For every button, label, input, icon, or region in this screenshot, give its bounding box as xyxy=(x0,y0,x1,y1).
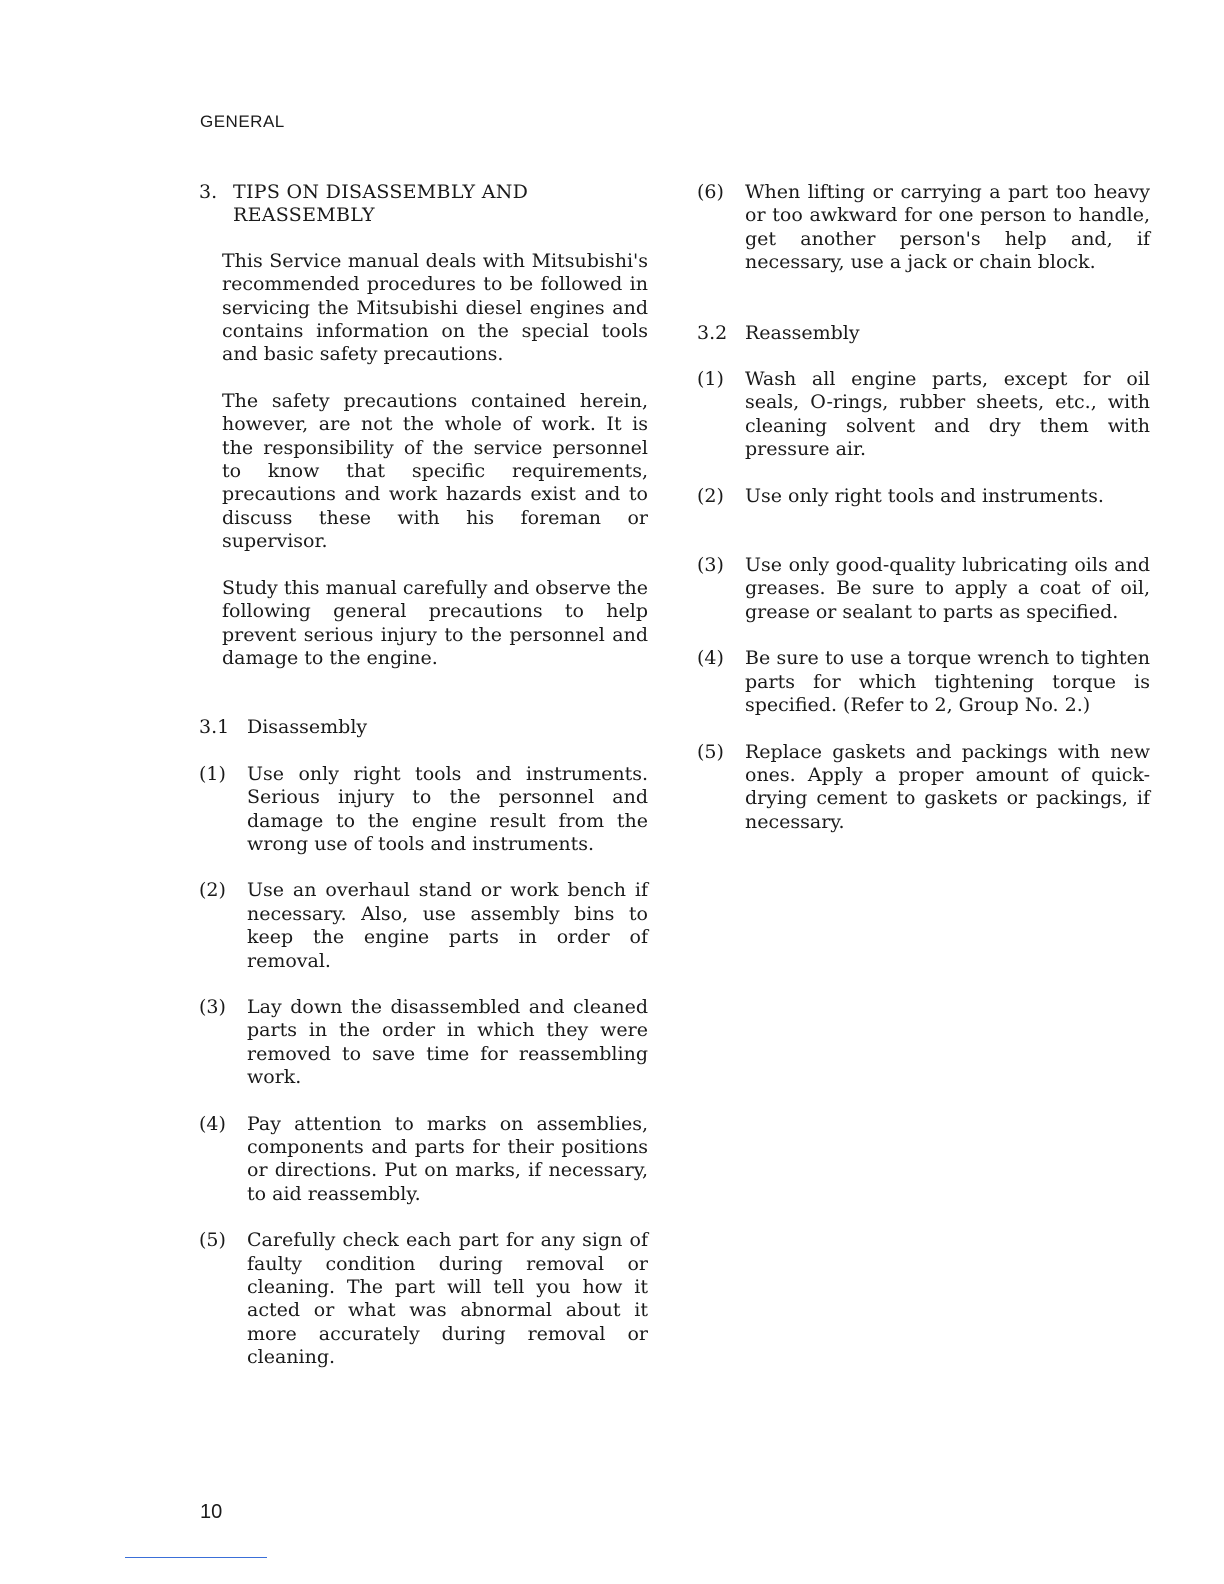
subsection-number: 3.1 xyxy=(199,716,230,739)
list-item xyxy=(697,368,1150,462)
item-text: Replace gaskets and packings with new ones. Apply a proper amount of quick-drying cement to gaskets or packings, if necessary. xyxy=(745,740,1150,833)
page-number: 10 xyxy=(200,1501,223,1523)
item-text: Be sure to use a torque wrench to tighten parts for which tightening torque is specified. (Refer to 2, Group No. 2.) xyxy=(745,647,1150,717)
list-item xyxy=(199,1229,648,1369)
item-text: Pay attention to marks on assemblies, components and parts for their positions or directions. Put on marks, if necessary, to aid reassembly. xyxy=(247,1112,648,1205)
subsection-title: Reassembly xyxy=(745,321,860,344)
item-number: (4) xyxy=(199,1112,226,1135)
item-text: Use an overhaul stand or work bench if necessary. Also, use assembly bins to keep the engine parts in order of removal. xyxy=(247,879,648,972)
left-column xyxy=(199,181,648,1370)
list-item xyxy=(697,181,1150,275)
subsection-title: Disassembly xyxy=(247,716,368,739)
item-number: (3) xyxy=(199,995,226,1018)
item-number: (3) xyxy=(697,554,724,577)
section-title-line-1: TIPS ON DISASSEMBLY AND xyxy=(233,181,529,203)
item-number: (4) xyxy=(697,647,724,670)
item-number: (2) xyxy=(199,879,226,902)
list-item xyxy=(697,485,1150,508)
subsection-number: 3.2 xyxy=(697,321,728,344)
item-number: (6) xyxy=(697,181,724,203)
list-item xyxy=(199,879,648,973)
intro-paragraph: This Service manual deals with Mitsubishi's recommended procedures to be followed in servicing the Mitsubishi diesel engines and contains information on the special tools and basic safety precautions. xyxy=(222,249,648,366)
item-text: Wash all engine parts, except for oil seals, O-rings, rubber sheets, etc., with cleaning solvent and dry them with pressure air. xyxy=(745,368,1150,461)
section-number: 3. xyxy=(199,181,218,203)
section-heading xyxy=(199,181,648,228)
item-text: Use only good-quality lubricating oils and greases. Be sure to apply a coat of oil, grease or sealant to parts as specified. xyxy=(745,554,1150,623)
item-text: Use only right tools and instruments. Serious injury to the personnel and damage to the engine result from the wrong use of tools and instruments. xyxy=(247,762,648,855)
reassembly-heading xyxy=(697,322,1150,345)
list-item xyxy=(697,741,1150,835)
item-text: Carefully check each part for any sign of faulty condition during removal or cleaning. The part will tell you how it acted or what was abnormal about it more accurately during removal or cleaning. xyxy=(247,1229,648,1369)
footer-rule xyxy=(125,1557,267,1558)
list-item xyxy=(199,1113,648,1207)
section-title-line-2: REASSEMBLY xyxy=(233,204,375,227)
running-header: GENERAL xyxy=(200,112,285,131)
item-text: Use only right tools and instruments. xyxy=(745,484,1104,507)
list-item xyxy=(199,763,648,857)
section-title xyxy=(233,181,648,228)
item-number: (2) xyxy=(697,484,724,507)
item-number: (1) xyxy=(697,368,724,391)
item-number: (1) xyxy=(199,762,226,785)
right-column xyxy=(697,181,1150,834)
item-text: When lifting or carrying a part too heavy or too awkward for one person to handle, get another person's help and, if necessary, use a jack or chain block. xyxy=(745,181,1150,274)
disassembly-heading xyxy=(199,716,648,739)
list-item xyxy=(697,554,1150,624)
item-number: (5) xyxy=(697,740,724,763)
study-paragraph: Study this manual carefully and observe the following general precautions to help prevent serious injury to the personnel and damage to the engine. xyxy=(222,576,648,669)
list-item xyxy=(697,647,1150,717)
safety-paragraph: The safety precautions contained herein, however, are not the whole of work. It is the responsibility of the service personnel to know that specific requirements, precautions and work hazards exist and to discuss these with his foreman or supervisor. xyxy=(222,389,648,553)
list-item xyxy=(199,996,648,1090)
item-text: Lay down the disassembled and cleaned parts in the order in which they were removed to save time for reassembling work. xyxy=(247,995,648,1089)
item-number: (5) xyxy=(199,1229,226,1252)
